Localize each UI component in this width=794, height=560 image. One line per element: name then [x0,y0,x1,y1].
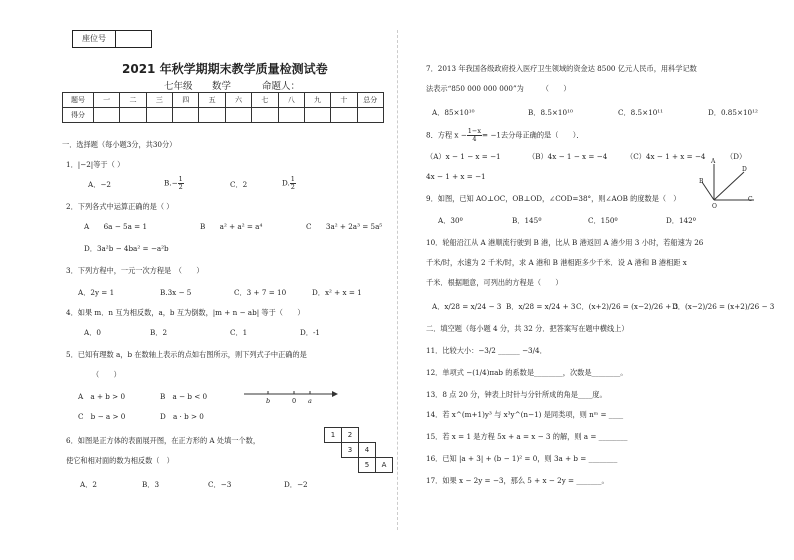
score-cell[interactable] [304,108,330,123]
q10-option-a: A．x/28 = x/24 − 3 [432,302,502,311]
q1-b-prefix: B.− [164,178,178,188]
section-1-heading: 一．选择题（每小题3分，共30分） [62,140,177,149]
ray-od [714,172,744,200]
exam-title: 2021 年秋学期期末教学质量检测试卷 [122,62,328,76]
question-3: 3．下列方程中，一元一次方程是 （ ） [66,266,204,275]
q8-option-d-expression: 4x − 1 + x = −1 [426,172,486,181]
denominator: 4 [472,135,477,143]
question-2: 2．下列各式中运算正确的是（ ） [66,202,174,211]
angle-label-c: C [748,196,753,203]
q5-answer-paren: （ ） [92,370,121,379]
table-cell: 三 [146,93,172,108]
table-cell: 十 [331,93,357,108]
question-12: 12．单项式 −(1/4)πab 的系数是________，次数是________。 [426,368,628,377]
question-7-line2: 法表示“850 000 000 000”为 （ ） [426,84,571,93]
score-cell[interactable] [94,108,120,123]
q10-option-b: B．x/28 = x/24 + 3 [506,302,576,311]
q1-option-a: A．−2 [88,180,111,189]
q3-option-a: A．2y = 1 [78,288,115,297]
q1-option-c: C．2 [230,180,248,189]
question-10-line2: 千米/时，水速为 2 千米/时，求 A 港和 B 港相距多少千米．设 A 港和 B 港相距 x [426,258,687,267]
question-6-line1: 6．如图是正方体的表面展开图，在正方形的 A 处填一个数， [66,436,261,445]
numline-label-b: b [266,397,271,405]
question-9: 9．如图，已知 AO⊥OC，OB⊥OD，∠COD=38°，则∠AOB 的度数是（ ） [426,194,681,203]
denominator: 2 [290,183,295,191]
q6-option-c: C．−3 [208,480,232,489]
q9-option-c: C．150º [588,216,618,225]
score-table-header-row [63,93,384,108]
question-13: 13．8 点 20 分，钟表上时针与分针所成的角是____度。 [426,390,607,399]
q1-b-fraction [178,176,184,191]
q3-option-c: C．3 + 7 = 10 [234,288,287,297]
score-cell[interactable] [146,108,172,123]
q6-option-d: D．−2 [284,480,308,489]
q7-option-a: A．85×10¹⁰ [432,108,475,117]
question-4: 4．如果 m．n 互为相反数，a，b 互为倒数，|m + n − ab| 等于（ ） [66,308,305,317]
number-line-figure [240,386,340,410]
question-8 [426,128,584,143]
author-label: 命题人： [262,81,301,92]
table-cell: 得分 [63,108,94,123]
q8-option-a: （A）x − 1 − x = −1 [426,152,501,161]
q7-option-d: D．0.85×10¹² [708,108,758,117]
question-11: 11．比较大小：−3/2 ______ −3/4． [426,346,547,355]
table-cell: 四 [173,93,199,108]
question-15: 15．若 x = 1 是方程 5x + a = x − 3 的解，则 a = ________ [426,432,628,441]
column-divider [397,30,398,530]
question-14: 14．若 x^(m+1)y³ 与 x³y^(n−1) 是同类项，则 nᵐ = ____ [426,410,624,419]
subject-label: 数学 [212,81,232,92]
grade-label: 七年级 [164,81,193,92]
q8-option-c: （C）4x − 1 + x = −4 [626,152,706,161]
question-5: 5．已知有理数 a，b 在数轴上表示的点如右图所示，则下列式子中正确的是 [66,350,307,359]
seat-number-label: 座位号 [73,31,116,47]
question-7-line1: 7．2013 年我国各级政府投入医疗卫生领域的资金达 8500 亿元人民币，用科学记数 [426,64,697,73]
table-cell: 题号 [63,93,94,108]
angle-label-b: B [699,178,704,185]
q1-option-b [164,176,184,191]
q4-option-d: D．-1 [300,328,320,337]
q2-option-b: B a² + a² = a⁴ [200,222,263,231]
score-table [62,92,384,123]
q4-option-b: B．2 [150,328,168,337]
question-16: 16．已知 |a + 3| + (b − 1)² = 0，则 3a + b = ________ [426,454,618,463]
q6-option-a: A．2 [80,480,97,489]
score-cell[interactable] [331,108,357,123]
numline-label-0: 0 [292,397,297,405]
q8-prefix: 8．方程 x − [426,130,467,140]
q3-option-b: B.3x − 5 [160,288,192,297]
q7-option-b: B．8.5×10¹⁰ [528,108,573,117]
score-table-score-row [63,108,384,123]
q3-option-d: D．x² + x = 1 [312,288,362,297]
q8-tail: = −1去分母正确的是（ ）． [482,130,584,140]
angle-label-a: A [711,158,716,165]
score-cell[interactable] [225,108,251,123]
q6-option-b: B．3 [142,480,160,489]
angle-label-d: D [742,166,747,173]
seat-number-box [72,30,152,48]
q5-option-b: B a − b < 0 [160,392,208,401]
table-cell: 七 [252,93,278,108]
table-cell: 总分 [357,93,383,108]
q4-option-c: C．1 [230,328,248,337]
table-cell: 九 [304,93,330,108]
angle-figure [700,160,760,212]
q5-option-a: A a + b > 0 [78,392,126,401]
cube-face: 5 [358,457,376,473]
cube-face: 4 [358,442,376,458]
q1-abs: |−2| [77,160,94,169]
q8-fraction [467,128,482,143]
q2-option-c: C 3a² + 2a³ = 5a⁵ [306,222,383,231]
q5-option-d: D a · b > 0 [160,412,204,421]
ray-ob [702,182,714,200]
table-cell: 八 [278,93,304,108]
q4-option-a: A．0 [84,328,101,337]
question-10-line3: 千米．根据题意，可列出的方程是（ ） [426,278,563,287]
q1-tail: 等于（ ） [93,160,125,169]
q5-option-c: C b − a > 0 [78,412,126,421]
cube-face: 3 [341,442,359,458]
number-line-arrow [332,391,338,397]
q2-option-d: D．3a²b − 4ba² = −a²b [84,244,169,253]
q9-option-a: A．30º [438,216,463,225]
table-cell: 五 [199,93,225,108]
q1-option-d [282,176,296,191]
score-cell[interactable] [252,108,278,123]
numerator: 1−x [467,127,482,135]
denominator: 2 [178,183,183,191]
score-cell[interactable] [278,108,304,123]
q8-option-b: （B）4x − 1 − x = −4 [528,152,608,161]
q10-option-c: C．(x+2)/26 = (x−2)/26 + 3 [576,302,679,311]
question-10-line1: 10．轮船沿江从 A 港顺流行驶到 B 港，比从 B 港返回 A 港少用 3 小时，若船速为 26 [426,238,704,247]
table-cell: 六 [225,93,251,108]
q9-option-d: D．142º [666,216,697,225]
q1-d-fraction [290,176,296,191]
score-cell[interactable] [173,108,199,123]
q10-option-d: D．(x−2)/26 = (x+2)/26 − 3 [672,302,775,311]
angle-label-o: O [712,203,717,210]
q1-d-prefix: D. [282,178,290,188]
numerator: 1 [290,175,295,183]
question-6-line2: 使它和相对面的数为相反数（ ） [66,456,174,465]
q1-number: 1． [66,160,78,169]
score-cell[interactable] [199,108,225,123]
table-cell: 二 [120,93,146,108]
question-17: 17．如果 x − 2y = −3，那么 5 + x − 2y = _______。 [426,476,609,485]
question-1 [66,160,124,170]
q2-option-a: A 6a − 5a = 1 [84,222,148,231]
cube-face: 1 [324,427,342,443]
numerator: 1 [178,175,183,183]
score-cell[interactable] [357,108,383,123]
numline-label-a: a [308,397,312,405]
table-cell: 一 [94,93,120,108]
cube-face: 2 [341,427,359,443]
section-2-heading: 二．填空题（每小题 4 分，共 32 分．把答案写在题中横线上） [426,324,629,333]
q9-option-b: B．145º [512,216,542,225]
q7-option-c: C．8.5×10¹¹ [618,108,664,117]
q8-option-d: （D） [726,152,747,161]
score-cell[interactable] [120,108,146,123]
cube-face-a: A [375,457,393,473]
